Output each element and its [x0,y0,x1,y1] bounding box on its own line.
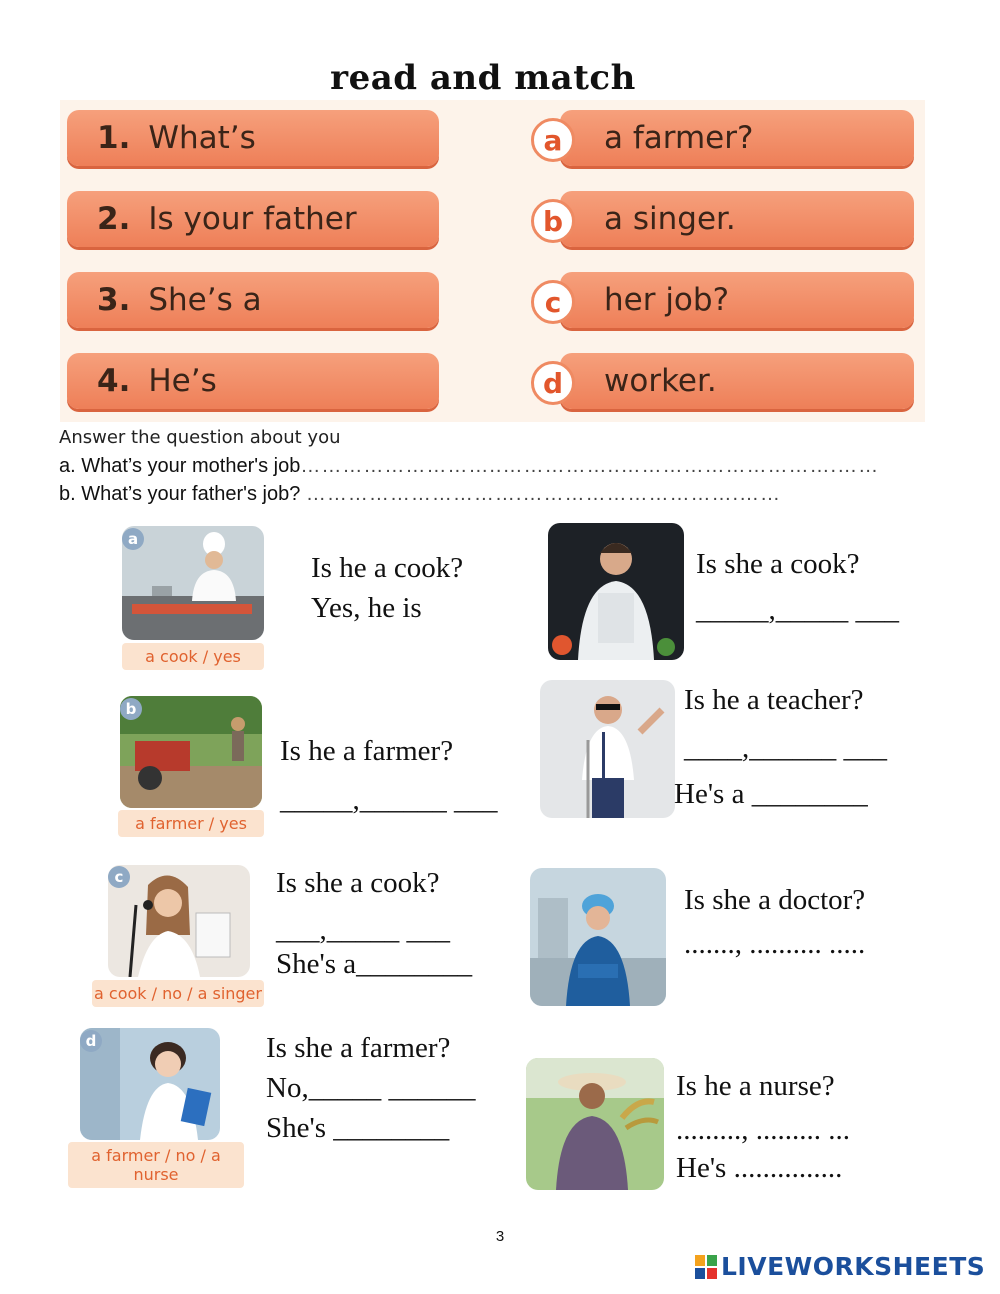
exercise-c-letter: c [108,866,130,888]
match-left-1[interactable] [67,110,439,166]
match-left-2-num: 2. [97,201,131,237]
match-left-3-text: She’s a [148,282,262,318]
match-right-a-text: a farmer? [604,120,754,156]
exercise-d-letter: d [80,1030,102,1052]
exercise-a-tag: a cook / yes [122,643,264,670]
exercise-c-question: Is she a cook? [276,867,440,899]
match-left-3[interactable] [67,272,439,328]
answer-heading: Answer the question about you [59,427,341,448]
answer-line-b[interactable] [59,483,781,506]
exercise-e-question: Is she a cook? [696,548,860,580]
match-left-2[interactable] [67,191,439,247]
exercise-c-tag: a cook / no / a singer [92,980,264,1007]
match-left-4-text: He’s [148,363,217,399]
match-right-c[interactable] [560,272,914,328]
worksheet-title: read and match [330,58,636,98]
exercise-g-blank[interactable]: ......., .......... ..... [684,928,866,960]
exercise-c-answer[interactable]: She's a________ [276,948,473,980]
exercise-d-blank[interactable]: No,_____ ______ [266,1072,476,1104]
photo-doctor [530,868,666,1006]
liveworksheets-logo[interactable] [695,1252,985,1281]
exercise-d-answer[interactable]: She's ________ [266,1112,450,1144]
page-number: 3 [495,1228,505,1245]
exercise-a-question: Is he a cook? [311,552,464,584]
photo-chef [122,526,264,640]
match-left-3-num: 3. [97,282,131,318]
match-right-c-text: her job? [604,282,730,318]
match-right-d[interactable] [560,353,914,409]
exercise-f-question: Is he a teacher? [684,684,864,716]
answer-b-blank[interactable]: ………………………….………………………….…… [305,483,782,505]
exercise-a-letter: a [122,528,144,550]
match-left-4[interactable] [67,353,439,409]
exercise-b-blank[interactable]: _____,______ ___ [280,784,498,816]
exercise-d-question: Is she a farmer? [266,1032,451,1064]
exercise-h-answer[interactable]: He's ............... [676,1152,843,1184]
exercise-c-blank[interactable]: ___,_____ ___ [276,914,450,946]
exercise-f-blank[interactable]: ____,______ ___ [684,732,887,764]
photo-woman-cook [548,523,684,660]
answer-line-a[interactable] [59,455,879,478]
match-right-a[interactable] [560,110,914,166]
exercise-b-question: Is he a farmer? [280,735,454,767]
answer-b-question: b. What’s your father's job? [59,483,306,505]
exercise-h-blank[interactable]: ........., ......... ... [676,1114,850,1146]
answer-a-question: a. What’s your mother's job [59,455,301,477]
match-left-1-num: 1. [97,120,131,156]
match-left-4-num: 4. [97,363,131,399]
match-left-1-text: What’s [148,120,256,156]
exercise-h-question: Is he a nurse? [676,1070,835,1102]
exercise-g-question: Is she a doctor? [684,884,866,916]
match-right-b-text: a singer. [604,201,736,237]
match-badge-b: b [531,199,575,243]
match-badge-a: a [531,118,575,162]
liveworksheets-mark-icon [695,1255,717,1279]
match-badge-d: d [531,361,575,405]
photo-singer [108,865,250,977]
exercise-b-letter: b [120,698,142,720]
exercise-d-tag: a farmer / no / a nurse [68,1142,244,1188]
exercise-e-blank[interactable]: _____,_____ ___ [696,594,899,626]
match-right-b[interactable] [560,191,914,247]
answer-a-blank[interactable]: ………………………..……………..………………………….…… [300,455,880,477]
brand-name: LIVEWORKSHEETS [721,1252,986,1281]
match-badge-c: c [531,280,575,324]
exercise-f-answer[interactable]: He's a ________ [674,778,868,810]
photo-man-singer [540,680,675,818]
photo-rice-farmer [526,1058,664,1190]
exercise-a-answer: Yes, he is [311,592,422,624]
exercise-b-tag: a farmer / yes [118,810,264,837]
match-right-d-text: worker. [604,363,717,399]
match-left-2-text: Is your father [148,201,357,237]
